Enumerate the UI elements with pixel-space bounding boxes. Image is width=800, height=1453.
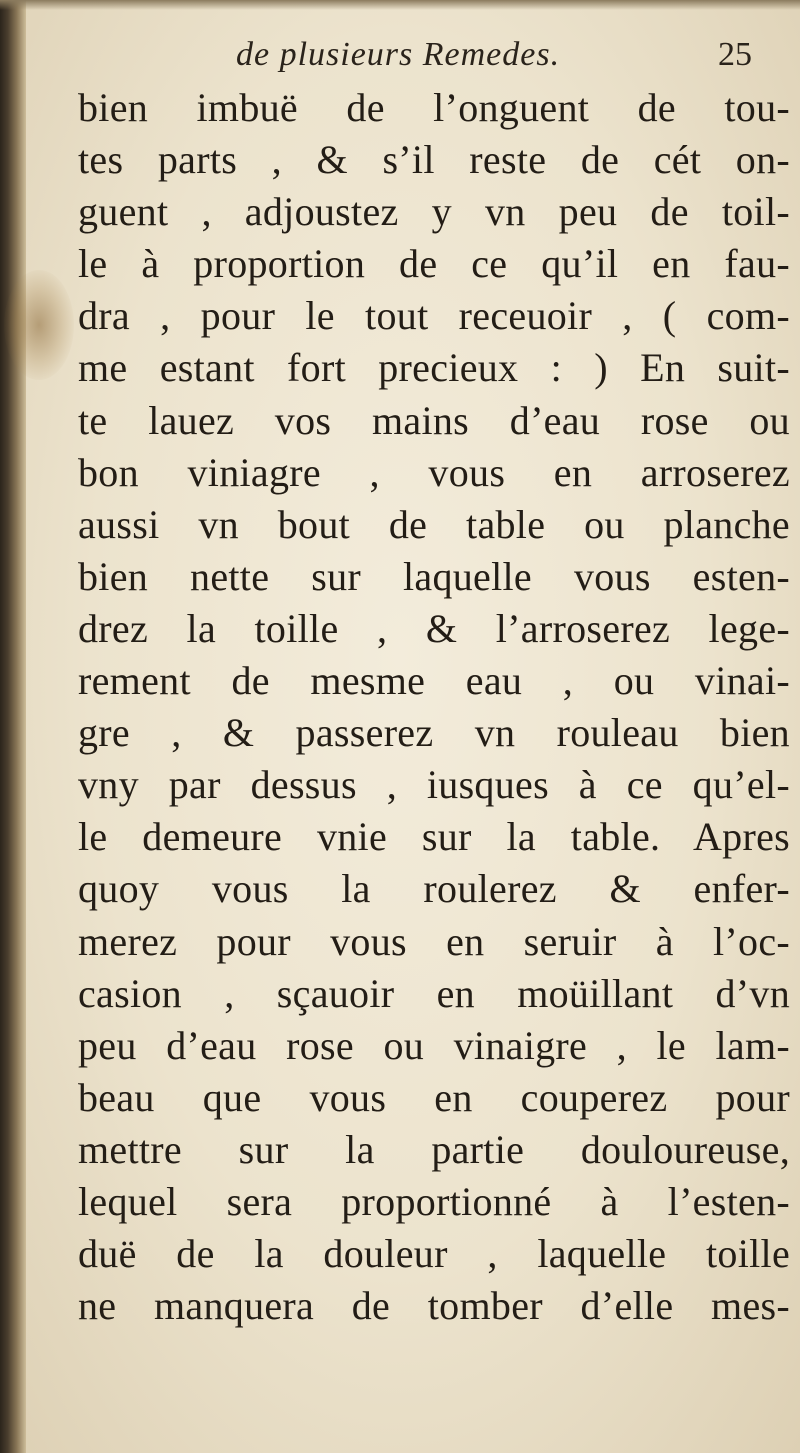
text-line: lequel sera proportionné à l’esten- — [78, 1178, 790, 1224]
text-line: vny par dessus , iusques à ce qu’el- — [78, 762, 790, 808]
running-head — [78, 36, 798, 86]
page-binding-edge — [0, 0, 26, 1453]
text-line: aussi vn bout de table ou planche — [78, 501, 790, 547]
text-line: tes parts , & s’il reste de cét on- — [78, 137, 790, 183]
text-line: mettre sur la partie douloureuse, — [78, 1126, 790, 1172]
text-line: le à proportion de ce qu’il en fau- — [78, 241, 790, 287]
text-line: casion , sçauoir en moüillant d’vn — [78, 970, 790, 1016]
paper-stain — [4, 270, 74, 380]
text-line: duë de la douleur , laquelle toille — [78, 1231, 790, 1277]
text-line: ne manquera de tomber d’elle mes- — [78, 1283, 790, 1329]
text-line: gre , & passerez vn rouleau bien — [78, 710, 790, 756]
text-line: rement de mesme eau , ou vinai- — [78, 658, 790, 704]
body-text — [78, 82, 790, 1332]
text-line: bien imbuë de l’onguent de tou- — [78, 85, 790, 130]
text-line: guent , adjoustez y vn peu de toil- — [78, 189, 790, 235]
text-line: bien nette sur laquelle vous esten- — [78, 553, 790, 599]
text-line: le demeure vnie sur la table. Apres — [78, 814, 790, 860]
text-line: beau que vous en couperez pour — [78, 1074, 790, 1120]
page-top-edge — [0, 0, 800, 10]
text-line: peu d’eau rose ou vinaigre , le lam- — [78, 1022, 790, 1068]
text-line: quoy vous la roulerez & enfer- — [78, 866, 790, 912]
text-line: merez pour vous en seruir à l’oc- — [78, 918, 790, 964]
text-line: me estant fort precieux : ) En suit- — [78, 345, 790, 391]
text-line: dra , pour le tout receuoir , ( com- — [78, 293, 790, 339]
page-number: 25 — [718, 36, 752, 73]
text-line: te lauez vos mains d’eau rose ou — [78, 397, 790, 443]
running-head-title: de plusieurs Remedes. — [236, 36, 561, 73]
text-line: drez la toille , & l’arroserez lege- — [78, 605, 790, 651]
text-line: bon viniagre , vous en arroserez — [78, 449, 790, 495]
